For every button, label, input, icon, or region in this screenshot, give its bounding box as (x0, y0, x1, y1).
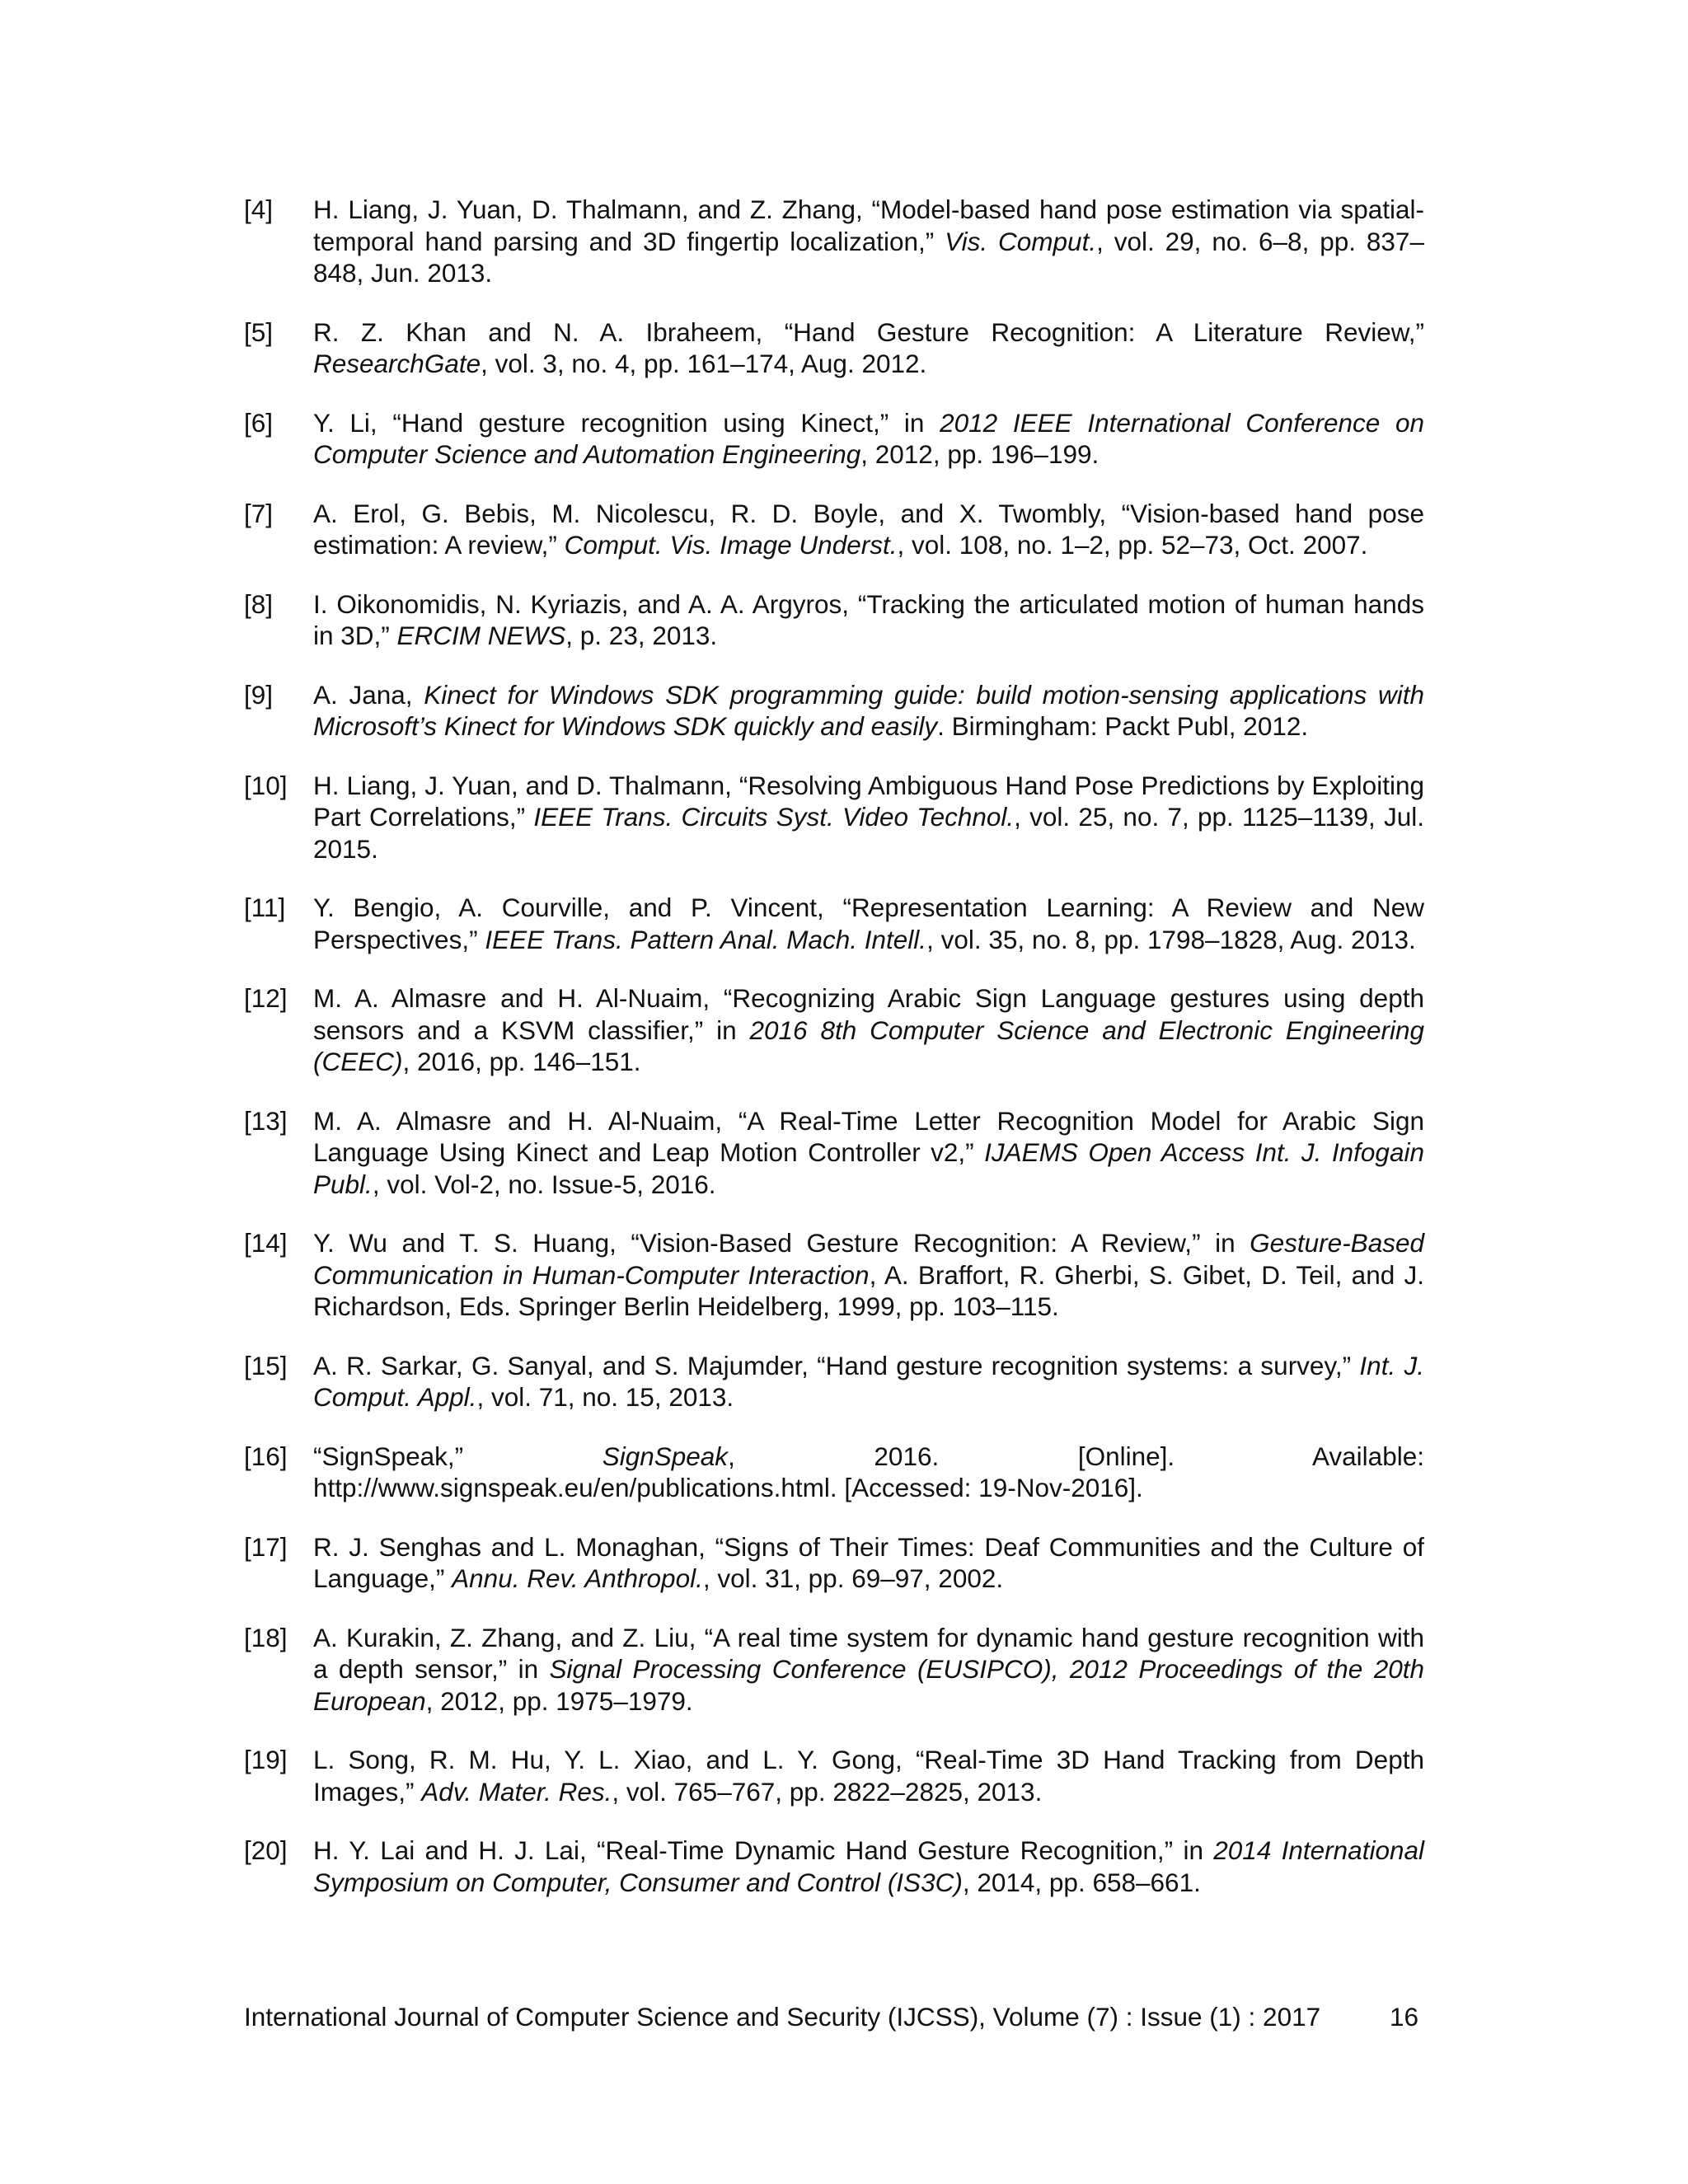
reference-number: [19] (244, 1745, 288, 1774)
reference-text-segment: , vol. 35, no. 8, pp. 1798–1828, Aug. 2013. (926, 924, 1416, 954)
reference-venue: 2012 IEEE International Conference on Computer Science and Automation Engineering (313, 407, 1424, 469)
reference-number: [14] (244, 1228, 288, 1258)
reference-number: [9] (244, 679, 274, 710)
reference-text-segment: , 2014, pp. 658–661. (962, 1867, 1201, 1897)
reference-item (244, 588, 1424, 652)
reference-venue: Int. J. Comput. Appl. (313, 1350, 1425, 1412)
reference-venue: Gesture-Based Communication in Human-Computer Interaction (313, 1228, 1424, 1290)
reference-text-segment: . Birmingham: Packt Publ, 2012. (937, 711, 1309, 741)
reference-text-segment: , vol. 765–767, pp. 2822–2825, 2013. (612, 1776, 1043, 1807)
reference-venue: IEEE Trans. Circuits Syst. Video Technol. (533, 802, 1015, 832)
reference-text (313, 194, 1424, 289)
reference-text (313, 1531, 1424, 1595)
reference-text-segment: R. J. Senghas and L. Monaghan, “Signs of Their Times: Deaf Communities and the Culture of Language,” (313, 1531, 1424, 1593)
reference-item (244, 770, 1424, 865)
reference-number: [10] (244, 770, 288, 800)
reference-text (313, 679, 1424, 743)
reference-text (313, 316, 1424, 380)
reference-venue: Kinect for Windows SDK programming guide: build motion-sensing applications with Microsoft’s Kinect for Windows SDK quickly and easily (313, 679, 1424, 741)
reference-text-segment: , vol. 71, no. 15, 2013. (476, 1382, 734, 1412)
reference-venue: Annu. Rev. Anthropol. (452, 1563, 703, 1593)
reference-item (244, 316, 1424, 380)
reference-number: [11] (244, 893, 286, 922)
reference-text-segment: , 2016. [Online]. Available: http://www.signspeak.eu/en/publications.html. [Accessed: 19-Nov-2016]. (313, 1441, 1424, 1502)
reference-text-segment: , p. 23, 2013. (565, 621, 718, 650)
reference-text (313, 498, 1424, 561)
reference-item (244, 1835, 1424, 1898)
reference-text-segment: , A. Braffort, R. Gherbi, S. Gibet, D. Teil, and J. Richardson, Eds. Springer Berlin Heidelberg, 1999, pp. 103–115. (313, 1259, 1424, 1321)
reference-text-segment: A. Erol, G. Bebis, M. Nicolescu, R. D. Boyle, and X. Twombly, “Vision-based hand pose estimation: A review,” (313, 498, 1424, 560)
reference-text-segment: H. Y. Lai and H. J. Lai, “Real-Time Dynamic Hand Gesture Recognition,” in (313, 1835, 1214, 1865)
reference-text (313, 1835, 1424, 1898)
reference-item (244, 498, 1424, 561)
reference-text-segment: R. Z. Khan and N. A. Ibraheem, “Hand Gesture Recognition: A Literature Review,” (313, 316, 1424, 347)
reference-text (313, 892, 1424, 955)
reference-text (313, 770, 1424, 865)
reference-text-segment: Y. Wu and T. S. Huang, “Vision-Based Gesture Recognition: A Review,” in (313, 1228, 1250, 1258)
reference-venue: 2016 8th Computer Science and Electronic Engineering (CEEC) (313, 1015, 1424, 1076)
reference-text-segment: , vol. Vol-2, no. Issue-5, 2016. (372, 1169, 716, 1199)
reference-item (244, 194, 1424, 289)
reference-number: [4] (244, 194, 274, 224)
reference-item (244, 1744, 1424, 1807)
reference-text (313, 1622, 1424, 1718)
reference-text (313, 1744, 1424, 1807)
reference-venue: IEEE Trans. Pattern Anal. Mach. Intell. (485, 924, 927, 954)
reference-item (244, 1350, 1424, 1413)
reference-number: [20] (244, 1835, 288, 1865)
reference-text-segment: , 2012, pp. 196–199. (860, 439, 1100, 469)
reference-text-segment: Y. Bengio, A. Courville, and P. Vincent, “Representation Learning: A Review and New Perspectives,” (313, 893, 1424, 954)
reference-text (313, 588, 1424, 652)
reference-item (244, 679, 1424, 743)
reference-text (313, 1350, 1424, 1413)
reference-number: [17] (244, 1531, 288, 1562)
reference-item (244, 1531, 1424, 1595)
page-number: 16 (1390, 2002, 1419, 2032)
reference-venue: ERCIM NEWS (396, 621, 566, 650)
reference-item (244, 892, 1424, 955)
reference-number: [8] (244, 588, 274, 619)
reference-number: [7] (244, 498, 274, 528)
footer-journal-info: International Journal of Computer Science and Security (IJCSS), Volume (7) : Issue (1) : 2017 (244, 2002, 1321, 2032)
reference-text-segment: , 2016, pp. 146–151. (402, 1047, 641, 1076)
reference-text (313, 1441, 1424, 1504)
reference-number: [12] (244, 983, 288, 1013)
reference-list (244, 194, 1424, 1925)
reference-text-segment: Y. Li, “Hand gesture recognition using Kinect,” in (313, 407, 940, 438)
reference-venue: Vis. Comput. (945, 226, 1097, 256)
reference-text-segment: L. Song, R. M. Hu, Y. L. Xiao, and L. Y. Gong, “Real-Time 3D Hand Tracking from Depth Images,” (313, 1745, 1424, 1807)
reference-number: [18] (244, 1622, 288, 1652)
reference-text-segment: M. A. Almasre and H. Al-Nuaim, “A Real-Time Letter Recognition Model for Arabic Sign Language Using Kinect and Leap Motion Controller v2,” (313, 1105, 1424, 1167)
reference-item (244, 407, 1424, 471)
reference-item (244, 1227, 1424, 1323)
reference-item (244, 982, 1424, 1078)
reference-text-segment: A. R. Sarkar, G. Sanyal, and S. Majumder, “Hand gesture recognition systems: a survey,” (313, 1350, 1360, 1380)
reference-text (313, 1227, 1424, 1323)
reference-number: [16] (244, 1441, 288, 1471)
reference-text (313, 1105, 1424, 1201)
reference-item (244, 1622, 1424, 1718)
reference-text-segment: M. A. Almasre and H. Al-Nuaim, “Recognizing Arabic Sign Language gestures using depth sensors and a KSVM classifier,” in (313, 983, 1424, 1045)
reference-text-segment: H. Liang, J. Yuan, D. Thalmann, and Z. Zhang, “Model-based hand pose estimation via spatial-temporal hand parsing and 3D fingertip localization,” (313, 194, 1424, 256)
reference-number: [15] (244, 1350, 288, 1380)
reference-text-segment: , 2012, pp. 1975–1979. (425, 1685, 693, 1716)
reference-text-segment: I. Oikonomidis, N. Kyriazis, and A. A. Argyros, “Tracking the articulated motion of human hands in 3D,” (313, 588, 1424, 650)
reference-text-segment: H. Liang, J. Yuan, and D. Thalmann, “Resolving Ambiguous Hand Pose Predictions by Exploiting Part Correlations,” (313, 770, 1424, 832)
reference-item (244, 1441, 1424, 1504)
reference-number: [5] (244, 316, 274, 347)
reference-text (313, 982, 1424, 1078)
reference-text-segment: , vol. 108, no. 1–2, pp. 52–73, Oct. 2007. (897, 530, 1368, 560)
reference-text-segment: , vol. 31, pp. 69–97, 2002. (702, 1563, 1004, 1593)
reference-text-segment: A. Jana, (313, 679, 424, 710)
reference-text-segment: , vol. 3, no. 4, pp. 161–174, Aug. 2012. (481, 349, 927, 378)
reference-venue: ResearchGate (313, 349, 481, 378)
reference-venue: Signal Processing Conference (EUSIPCO), 2012 Proceedings of the 20th European (313, 1654, 1425, 1716)
reference-number: [13] (244, 1105, 288, 1136)
reference-text-segment: A. Kurakin, Z. Zhang, and Z. Liu, “A real time system for dynamic hand gesture recognition with a depth sensor,” in (313, 1622, 1424, 1684)
reference-venue: Comput. Vis. Image Underst. (564, 530, 898, 560)
reference-item (244, 1105, 1424, 1201)
reference-text (313, 407, 1424, 471)
reference-text-segment: , vol. 25, no. 7, pp. 1125–1139, Jul. 2015. (313, 802, 1424, 864)
reference-venue: 2014 International Symposium on Computer, Consumer and Control (IS3C) (313, 1835, 1424, 1897)
reference-text-segment: , vol. 29, no. 6–8, pp. 837–848, Jun. 2013. (313, 226, 1424, 288)
reference-number: [6] (244, 407, 274, 438)
reference-text-segment: “SignSpeak,” (313, 1441, 603, 1471)
reference-venue: SignSpeak (602, 1441, 729, 1471)
reference-venue: Adv. Mater. Res. (421, 1776, 612, 1807)
reference-venue: IJAEMS Open Access Int. J. Infogain Publ. (313, 1137, 1424, 1199)
